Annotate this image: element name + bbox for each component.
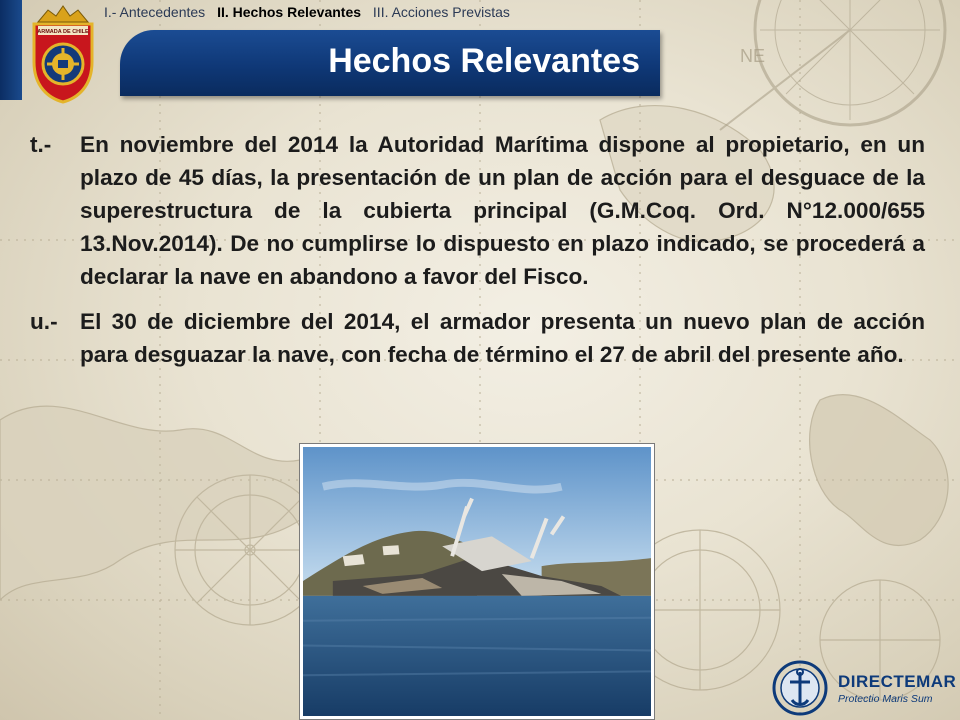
list-item — [30, 305, 925, 371]
bullet-list — [30, 128, 925, 383]
list-item-text: El 30 de diciembre del 2014, el armador presenta un nuevo plan de acción para desguazar la nave, con fecha de término el 27 de abril del presente año. — [80, 309, 925, 367]
left-accent-bar — [0, 0, 22, 100]
breadcrumb-item-antecedentes: I.- Antecedentes — [104, 4, 206, 20]
directemar-name: DIRECTEMAR — [838, 672, 957, 691]
list-item-marker: u.- — [30, 309, 58, 334]
breadcrumb-item-hechos-relevantes: II. Hechos Relevantes — [217, 4, 362, 20]
list-item-marker: t.- — [30, 132, 52, 157]
title-band — [120, 30, 660, 96]
directemar-emblem-icon — [772, 660, 828, 716]
page-title: Hechos Relevantes — [328, 42, 640, 80]
breadcrumb-item-acciones-previstas: III. Acciones Previstas — [372, 4, 510, 20]
list-item-text: En noviembre del 2014 la Autoridad Marítima dispone al propietario, en un plazo de 45 días, la presentación de un plan de acción para el desguace de la superestructura de la cubierta principal (G.M.Coq. Ord. N°12.000/655 13.Nov.2014). De no cumplirse lo dispuesto en plazo indicado, se procederá a declarar la nave en abandono a favor del Fisco. — [80, 132, 925, 289]
shipwreck-photo — [299, 443, 655, 720]
armada-crest-logo — [28, 2, 98, 104]
directemar-logo — [772, 660, 957, 716]
svg-text:NE: NE — [740, 46, 766, 66]
crest-banner-text: ARMADA DE CHILE — [37, 29, 89, 35]
list-item — [30, 128, 925, 293]
directemar-motto: Protectio Maris Sum — [838, 693, 933, 705]
breadcrumb — [104, 4, 518, 20]
